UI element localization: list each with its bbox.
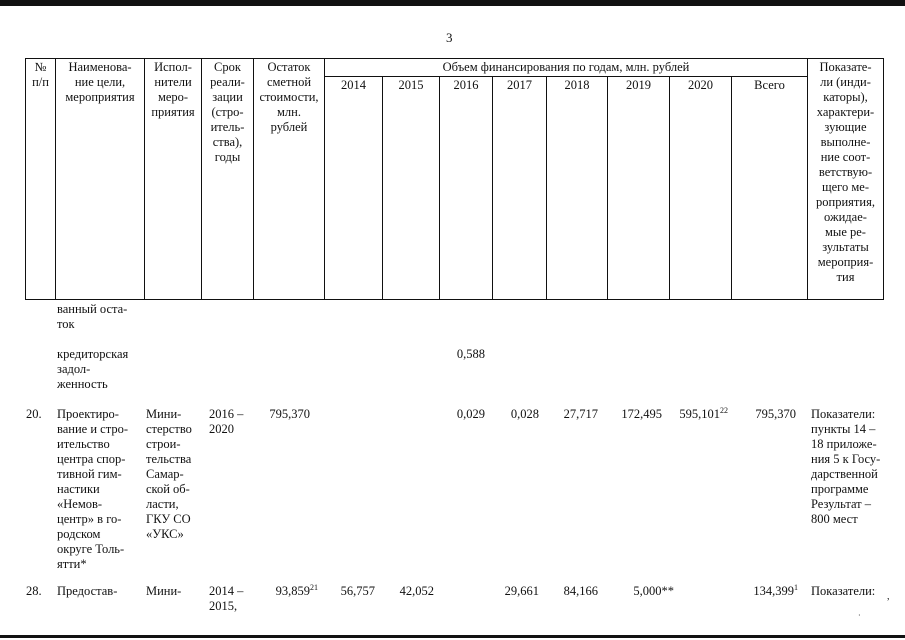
header-indicators: Показате- ли (инди- каторы), характери- зующие выполне- ние соот- ветствую- щего ме- роприятия, ожидае- мые ре- зультаты мероприя- тия: [808, 59, 884, 300]
table-header: [25, 58, 884, 300]
stray-dot-mark: ·: [858, 611, 861, 620]
row-a-name: ванный оста- ток: [57, 302, 128, 331]
row-28-2015: 42,052: [399, 584, 434, 598]
header-term: Срок реали- зации (стро- итель- ства), годы: [202, 59, 254, 300]
row-20-indicators: Показатели: пункты 14 – 18 приложе- ния 5 к Госу- дарственной программе Результат – 800 мест: [811, 407, 881, 526]
top-rule: [0, 0, 905, 6]
header-year-2017: 2017: [493, 77, 547, 300]
header-num: № п/п: [26, 59, 56, 300]
row-28-total-value: 134,399: [753, 584, 794, 598]
header-year-2018: 2018: [547, 77, 608, 300]
row-20-2019: 172,495: [621, 407, 662, 421]
row-20-name: Проектиро- вание и стро- ительство центра спор- тивной гим- настики «Немов- центр» в го- родском округе Толь- ятти*: [57, 407, 128, 571]
row-b-2016: 0,588: [456, 347, 485, 361]
page-number: 3: [446, 30, 453, 45]
row-28-2014: 56,757: [340, 584, 375, 598]
row-28-remaining-cost: [256, 584, 318, 599]
row-28-indicators: Показатели:: [811, 584, 876, 598]
row-20-executors: Мини- стерство строи- тельства Самар- ской об- ласти, ГКУ СО «УКС»: [146, 407, 192, 541]
row-28-executors: Мини-: [146, 584, 182, 598]
row-20-term: 2016 – 2020: [209, 407, 244, 436]
row-28-remaining-cost-footnote: 21: [310, 582, 318, 592]
row-20-2020: [672, 407, 728, 422]
row-28-total-footnote: 1: [794, 582, 798, 592]
row-20-2018: 27,717: [563, 407, 598, 421]
header-year-2016: 2016: [440, 77, 493, 300]
header-executors: Испол- нители меро- приятия: [145, 59, 202, 300]
header-name: Наименова- ние цели, мероприятия: [56, 59, 145, 300]
row-28-remaining-cost-value: 93,859: [275, 584, 310, 598]
bottom-rule: [0, 635, 905, 638]
row-20-2020-footnote: 22: [720, 405, 728, 415]
row-20-num: 20.: [26, 407, 42, 421]
row-20-2020-value: 595,101: [679, 407, 720, 421]
row-28-name: Предостав-: [57, 584, 118, 598]
header-year-2019: 2019: [608, 77, 670, 300]
row-20-total: 795,370: [755, 407, 796, 421]
row-28-2019: 5,000**: [633, 584, 674, 598]
row-20-2016: 0,029: [456, 407, 485, 421]
stray-comma-mark: ,: [887, 591, 890, 602]
header-year-2014: 2014: [325, 77, 383, 300]
row-28-2017: 29,661: [504, 584, 539, 598]
header-year-2020: 2020: [670, 77, 732, 300]
row-28-term: 2014 – 2015,: [209, 584, 244, 613]
row-b-name: кредиторская задол- женность: [57, 347, 129, 391]
row-28-num: 28.: [26, 584, 42, 598]
header-year-2015: 2015: [383, 77, 440, 300]
row-28-total: [736, 584, 798, 599]
header-remaining-cost: Остаток сметной стоимости, млн. рублей: [254, 59, 325, 300]
row-20-2017: 0,028: [510, 407, 539, 421]
row-28-2018: 84,166: [563, 584, 598, 598]
header-total: Всего: [732, 77, 808, 300]
header-financing: Объем финансирования по годам, млн. рублей: [325, 59, 808, 77]
row-20-remaining-cost: 795,370: [269, 407, 310, 421]
